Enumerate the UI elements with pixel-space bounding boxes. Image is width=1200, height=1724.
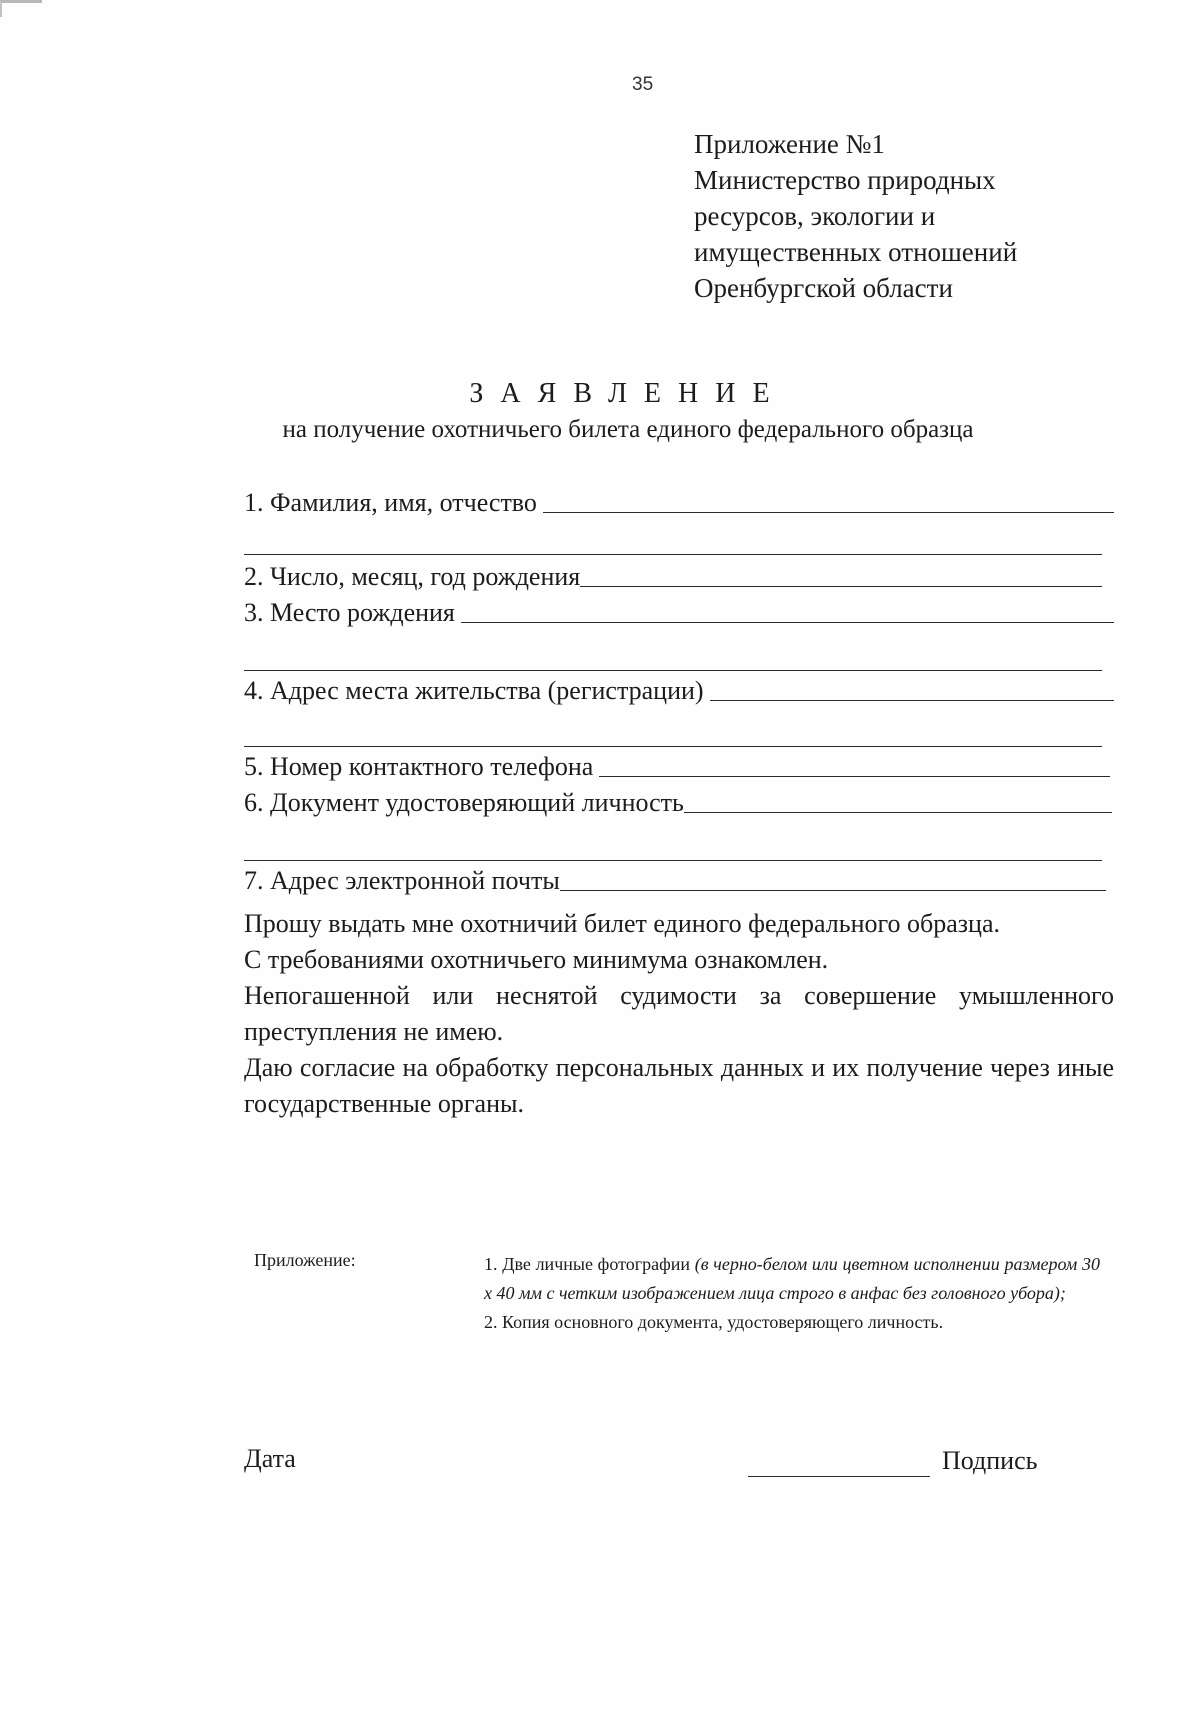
field-birth-place[interactable] [244, 598, 1114, 628]
addressee-line: имущественных отношений [694, 237, 1018, 267]
scan-edge-mark [0, 0, 42, 17]
attachment-item-photos [484, 1250, 1100, 1308]
field-identity-document[interactable] [244, 788, 1112, 818]
fill-in-line[interactable] [244, 554, 1102, 555]
attachment-item-note: (в черно-белом или цветном исполнении размером 30 х 40 мм с четким изображением лица строго в анфас без головного убора); [484, 1254, 1101, 1303]
field-label: 6. Документ удостоверяющий личность [244, 788, 684, 817]
statement-paragraph: Непогашенной или неснятой судимости за совершение умышленного преступления не имею. [244, 981, 1114, 1046]
addressee-line: ресурсов, экологии и [694, 201, 936, 231]
attachments-label: Приложение: [254, 1250, 356, 1270]
attachment-item-text: 1. Две личные фотографии [484, 1254, 691, 1274]
fill-in-line[interactable] [580, 585, 1102, 587]
field-label: 2. Число, месяц, год рождения [244, 562, 581, 591]
fill-in-line[interactable] [543, 511, 1114, 513]
page-number: 35 [632, 74, 654, 95]
addressee-line: Оренбургской области [694, 273, 953, 303]
field-residence-address[interactable] [244, 676, 1114, 706]
fill-in-line[interactable] [710, 699, 1114, 701]
fill-in-line[interactable] [461, 621, 1114, 623]
addressee-line: Приложение №1 [694, 129, 885, 159]
fill-in-line[interactable] [244, 670, 1102, 671]
field-label: 1. Фамилия, имя, отчество [244, 488, 537, 517]
addressee-line: Министерство природных [694, 165, 996, 195]
fill-in-line[interactable] [684, 811, 1112, 813]
date-label: Дата [244, 1444, 296, 1473]
field-full-name[interactable] [244, 488, 1114, 518]
attachment-item-id-copy: 2. Копия основного документа, удостоверяющего личность. [484, 1312, 944, 1332]
field-label: 3. Место рождения [244, 598, 455, 627]
field-label: 5. Номер контактного телефона [244, 752, 594, 781]
field-email[interactable] [244, 866, 1106, 896]
field-label: 7. Адрес электронной почты [244, 866, 560, 895]
addressee-block [694, 126, 1124, 306]
fill-in-line[interactable] [244, 746, 1102, 747]
statement-paragraph: Даю согласие на обработку персональных данных и их получение через иные государственные органы. [244, 1053, 1114, 1118]
fill-in-line[interactable] [599, 775, 1110, 777]
statements-block [244, 906, 1114, 1122]
fill-in-line[interactable] [560, 889, 1106, 891]
statement-paragraph: С требованиями охотничьего минимума ознакомлен. [244, 945, 829, 974]
statement-paragraph: Прошу выдать мне охотничий билет единого федерального образца. [244, 909, 1001, 938]
document-title: ЗАЯВЛЕНИЕ [469, 378, 787, 409]
signature-line[interactable] [748, 1476, 930, 1477]
field-phone[interactable] [244, 752, 1110, 782]
signature-label: Подпись [942, 1446, 1038, 1475]
fill-in-line[interactable] [244, 860, 1102, 861]
field-birth-date[interactable] [244, 562, 1102, 592]
document-subtitle: на получение охотничьего билета единого федерального образца [282, 416, 974, 443]
field-label: 4. Адрес места жительства (регистрации) [244, 676, 704, 705]
attachments-list [484, 1250, 1100, 1337]
